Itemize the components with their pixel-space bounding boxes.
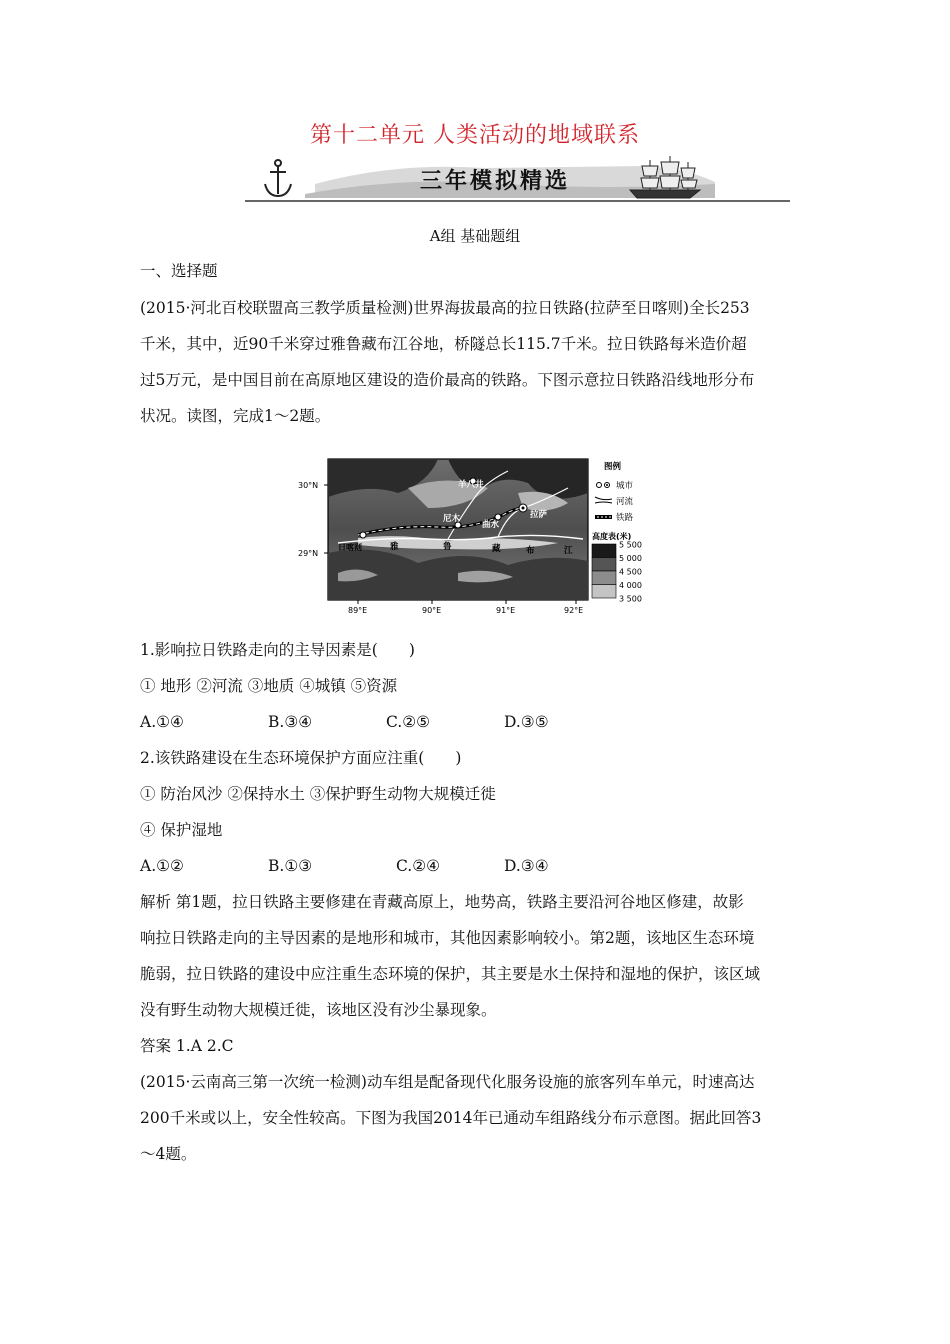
choice-d[interactable]: D.③④ xyxy=(504,857,549,875)
river-label: 江 xyxy=(564,546,573,556)
place-label: 尼木 xyxy=(443,514,461,524)
choice-b[interactable]: B.①③ xyxy=(268,857,313,875)
terrain-map-figure xyxy=(298,453,650,625)
passage-line: 状况。读图，完成1～2题。 xyxy=(140,407,331,425)
place-label: 日喀则 xyxy=(338,543,362,552)
question-2-items: ① 防治风沙 ②保持水土 ③保护野生动物大规模迁徙 xyxy=(140,785,496,803)
lon-label: 89°E xyxy=(348,606,368,615)
question-1-choices xyxy=(140,704,820,740)
height-scale-title: 高度表(米) xyxy=(592,532,632,541)
legend-title: 图例 xyxy=(604,462,622,472)
city-marker xyxy=(360,532,366,538)
height-label: 4 500 xyxy=(619,567,642,577)
place-label: 拉萨 xyxy=(530,510,548,520)
river-label: 雅 xyxy=(390,542,399,552)
choice-c[interactable]: C.②④ xyxy=(396,857,441,875)
map-legend xyxy=(592,461,634,541)
banner-text: 三年模拟精选 xyxy=(419,169,571,194)
passage-line: 千米，其中，近90千米穿过雅鲁藏布江谷地，桥隧总长115.7千米。拉日铁路每米造价超 xyxy=(140,335,747,353)
group-title: A组 基础题组 xyxy=(429,227,521,245)
height-label: 5 000 xyxy=(619,554,642,563)
lat-label: 29°N xyxy=(298,549,319,558)
passage-line: 过5万元，是中国目前在高原地区建设的造价最高的铁路。下图示意拉日铁路沿线地形分布 xyxy=(140,371,755,389)
passage-2-line: ～4题。 xyxy=(140,1145,197,1163)
lon-label: 92°E xyxy=(564,606,584,615)
height-label: 3 500 xyxy=(619,594,642,604)
height-swatch xyxy=(592,544,616,558)
height-swatch xyxy=(592,571,616,585)
passage-2-line: (2015·云南高三第一次统一检测)动车组是配备现代化服务设施的旅客列车单元，时速高达 xyxy=(140,1073,755,1091)
lon-label: 90°E xyxy=(422,606,442,615)
passage-1 xyxy=(140,290,820,434)
height-label: 5 500 xyxy=(619,540,642,550)
question-2-stem: 2.该铁路建设在生态环境保护方面应注重( ) xyxy=(140,749,462,767)
place-label: 曲水 xyxy=(482,520,500,530)
passage-2-line: 200千米或以上，安全性较高。下图为我国2014年已通动车组路线分布示意图。据此回答3 xyxy=(140,1109,762,1127)
analysis-line: 没有野生动物大规模迁徙，该地区没有沙尘暴现象。 xyxy=(140,1001,497,1019)
river-label: 布 xyxy=(526,546,535,556)
question-1-stem: 1.影响拉日铁路走向的主导因素是( ) xyxy=(140,641,415,659)
analysis-line: 响拉日铁路走向的主导因素的是地形和城市，其他因素影响较小。第2题，该地区生态环境 xyxy=(140,929,755,947)
question-1-items: ① 地形 ②河流 ③地质 ④城镇 ⑤资源 xyxy=(140,677,398,695)
lon-label: 91°E xyxy=(496,606,516,615)
legend-item-railway: 铁路 xyxy=(616,513,634,523)
question-1 xyxy=(140,632,820,1172)
height-label: 4 000 xyxy=(619,581,642,590)
place-label: 羊八井 xyxy=(458,480,484,490)
question-type-heading: 一、选择题 xyxy=(140,262,218,280)
choice-c[interactable]: C.②⑤ xyxy=(386,713,431,731)
legend-item-river: 河流 xyxy=(616,497,634,507)
answer-line: 答案 1.A 2.C xyxy=(140,1037,234,1055)
choice-b[interactable]: B.③④ xyxy=(268,713,313,731)
choice-d[interactable]: D.③⑤ xyxy=(504,713,549,731)
anchor-icon xyxy=(265,160,291,196)
lat-label: 30°N xyxy=(298,481,319,490)
question-2-choices xyxy=(140,848,820,884)
question-2-items: ④ 保护湿地 xyxy=(140,821,223,839)
choice-a[interactable]: A.①④ xyxy=(140,713,184,731)
river-label: 藏 xyxy=(492,544,501,554)
height-scale xyxy=(592,541,642,604)
section-banner xyxy=(245,154,790,204)
height-swatch xyxy=(592,558,616,572)
passage-line: (2015·河北百校联盟高三教学质量检测)世界海拔最高的拉日铁路(拉萨至日喀则)全长253 xyxy=(140,299,750,317)
analysis-line: 解析 第1题，拉日铁路主要修建在青藏高原上，地势高，铁路主要沿河谷地区修建，故影 xyxy=(140,893,744,911)
river-label: 鲁 xyxy=(443,542,452,552)
choice-a[interactable]: A.①② xyxy=(140,857,184,875)
height-swatch xyxy=(592,585,616,599)
legend-item-city: 城市 xyxy=(616,481,634,491)
analysis-line: 脆弱，拉日铁路的建设中应注重生态环境的保护，其主要是水土保持和湿地的保护，该区域 xyxy=(140,965,761,983)
unit-title: 第十二单元 人类活动的地域联系 xyxy=(310,123,640,148)
